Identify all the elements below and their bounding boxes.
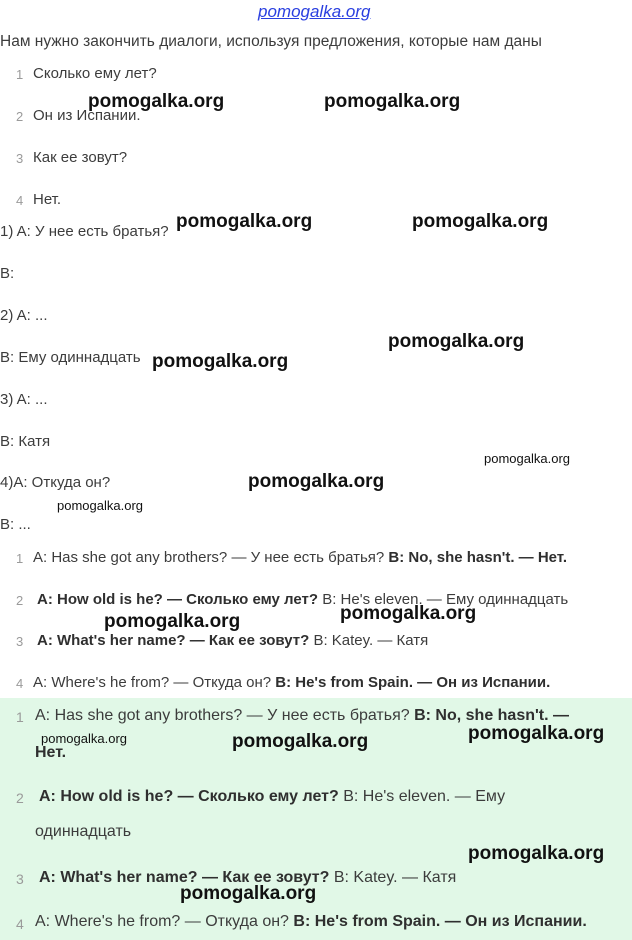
watermark: pomogalka.org — [104, 611, 241, 632]
watermark: pomogalka.org — [232, 731, 369, 752]
option-text: Он из Испании. — [33, 107, 141, 124]
option-number: 1 — [16, 67, 24, 82]
dialog-line: B: — [0, 265, 15, 282]
option-number: 2 — [16, 109, 24, 124]
option-number: 3 — [16, 151, 24, 166]
answer-b: B: He's eleven. — Ему — [338, 788, 506, 805]
watermark: pomogalka.org — [41, 731, 127, 746]
answer-b: B: No, she hasn't. — — [414, 707, 570, 724]
answer-a: A: Where's he from? — Откуда он? — [33, 674, 276, 691]
answer-b: B: He's from Spain. — Он из Испании. — [275, 674, 551, 691]
header-watermark: pomogalka.org — [258, 2, 371, 21]
answer-b: B: He's eleven. — Ему одиннадцать — [322, 591, 569, 608]
answer-a: A: Has she got any brothers? — У нее есть братья? — [35, 707, 415, 724]
intro-text: Нам нужно закончить диалоги, используя предложения, которые нам даны — [0, 33, 542, 50]
answer-b-wrap: одиннадцать — [35, 823, 132, 840]
watermark: pomogalka.org — [388, 331, 525, 352]
answer-number: 3 — [16, 634, 24, 649]
watermark: pomogalka.org — [468, 843, 605, 864]
answer-number: 4 — [16, 676, 24, 691]
answer-b-wrap: Нет. — [35, 744, 67, 761]
dialog-line: B: Ему одиннадцать — [0, 349, 141, 366]
answer-number: 2 — [16, 593, 24, 608]
answer-line — [33, 674, 550, 691]
dialog-line: 2) A: ... — [0, 307, 48, 324]
watermark: pomogalka.org — [248, 471, 385, 492]
watermark: pomogalka.org — [88, 91, 225, 112]
answer-line — [35, 913, 587, 931]
option-text: Как ее зовут? — [33, 149, 128, 166]
answer-number: 2 — [16, 790, 24, 806]
answer-line — [39, 788, 505, 806]
answer-line — [37, 591, 568, 608]
answer-a: A: How old is he? — Сколько ему лет? — [39, 788, 339, 805]
watermark: pomogalka.org — [324, 91, 461, 112]
watermark: pomogalka.org — [57, 498, 143, 513]
watermark: pomogalka.org — [412, 211, 549, 232]
answer-number: 1 — [16, 709, 24, 725]
option-number: 4 — [16, 193, 24, 208]
dialog-line: 4)A: Откуда он? — [0, 474, 111, 491]
answer-number: 1 — [16, 551, 24, 566]
answer-b: B: He's from Spain. — Он из Испании. — [293, 913, 587, 930]
answer-number: 3 — [16, 871, 24, 887]
answer-number: 4 — [16, 916, 24, 932]
dialog-line: B: ... — [0, 516, 31, 533]
dialog-line: 1) A: У нее есть братья? — [0, 223, 169, 240]
answer-a: A: Has she got any brothers? — У нее есть братья? — [33, 549, 389, 566]
answer-line — [33, 549, 567, 566]
watermark: pomogalka.org — [484, 451, 570, 466]
answer-line — [37, 632, 428, 649]
watermark: pomogalka.org — [180, 883, 317, 904]
watermark: pomogalka.org — [176, 211, 313, 232]
option-text: Сколько ему лет? — [33, 65, 157, 82]
answer-a: A: What's her name? — Как ее зовут? — [37, 632, 314, 649]
answer-a: A: What's her name? — Как ее зовут? — [39, 869, 330, 886]
answer-b: B: No, she hasn't. — Нет. — [388, 549, 567, 566]
dialog-line: B: Катя — [0, 433, 51, 450]
answer-a: A: Where's he from? — Откуда он? — [35, 913, 294, 930]
answer-b: B: Katey. — Катя — [313, 632, 429, 649]
watermark: pomogalka.org — [468, 723, 605, 744]
watermark: pomogalka.org — [340, 603, 477, 624]
watermark: pomogalka.org — [152, 351, 289, 372]
option-text: Нет. — [33, 191, 62, 208]
dialog-line: 3) A: ... — [0, 391, 48, 408]
answer-b: B: Katey. — Катя — [329, 869, 457, 886]
answer-a: A: How old is he? — Сколько ему лет? — [37, 591, 323, 608]
